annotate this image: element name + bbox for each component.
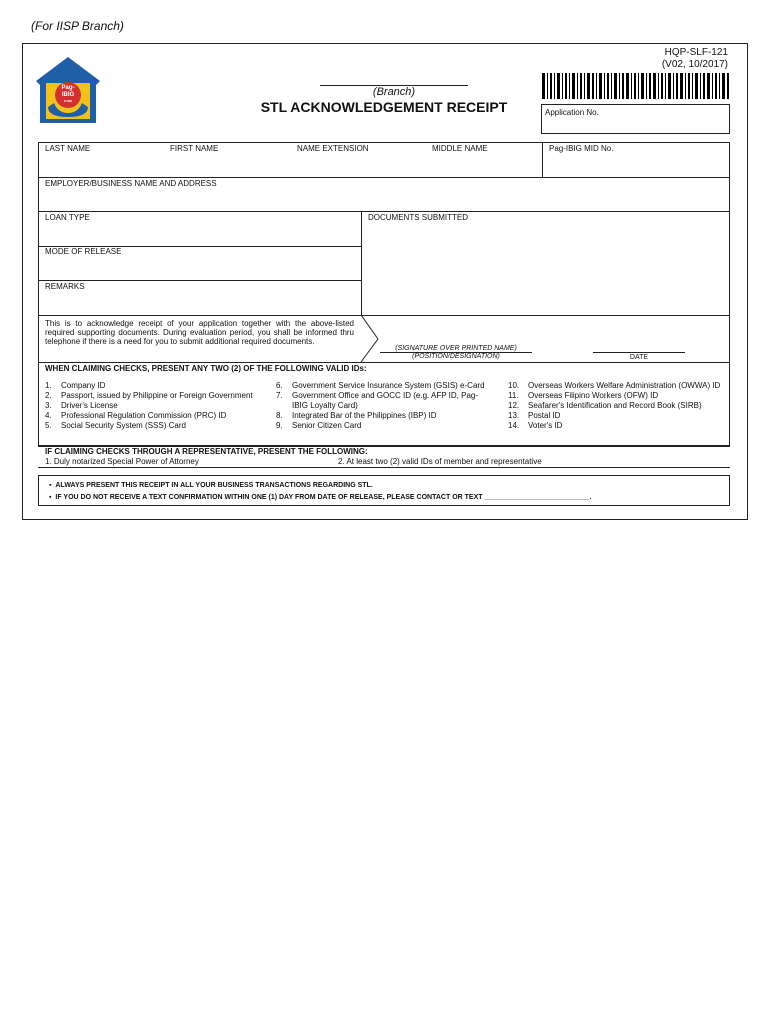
application-no-label: Application No.	[545, 108, 599, 117]
mid-no-field[interactable]: Pag-IBIG MID No.	[549, 144, 614, 153]
bullet-icon: ▪	[49, 482, 52, 489]
arrow-divider-icon	[360, 315, 380, 363]
valid-ids-col3	[508, 381, 722, 431]
list-item: 1. Company ID	[45, 381, 106, 390]
employer-field[interactable]: EMPLOYER/BUSINESS NAME AND ADDRESS	[45, 179, 217, 188]
rep-item-2: 2. At least two (2) valid IDs of member and representative	[338, 457, 542, 466]
pagibig-logo	[34, 55, 102, 125]
date-label: DATE	[629, 354, 649, 361]
branch-label: (Branch)	[372, 86, 416, 98]
list-item: 7. Government Office and GOCC ID (e.g. AFP ID, Pag-IBIG Loyalty Card)	[276, 391, 478, 410]
list-item: 11. Overseas Filipino Workers (OFW) ID	[508, 391, 659, 400]
remarks-field[interactable]: REMARKS	[45, 282, 85, 291]
notes-box	[38, 475, 730, 506]
note-item-2: ▪ IF YOU DO NOT RECEIVE A TEXT CONFIRMATION WITHIN ONE (1) DAY FROM DATE OF RELEASE, PLEASE CONTACT OR TEXT ___________________________.	[49, 494, 592, 501]
mode-of-release-field[interactable]: MODE OF RELEASE	[45, 247, 122, 256]
list-item: 5. Social Security System (SSS) Card	[45, 421, 186, 430]
position-label: (POSITION/DESIGNATION)	[412, 353, 500, 360]
logo-text-3: FUND	[63, 99, 73, 103]
list-item: 9. Senior Citizen Card	[276, 421, 362, 430]
note-item-1: ▪ ALWAYS PRESENT THIS RECEIPT IN ALL YOUR BUSINESS TRANSACTIONS REGARDING STL.	[49, 482, 373, 489]
application-no-field[interactable]	[541, 104, 730, 134]
first-name-field[interactable]: FIRST NAME	[170, 144, 219, 153]
list-item: 12. Seafarer's Identification and Record Book (SIRB)	[508, 401, 702, 410]
list-item: 3. Driver's License	[45, 401, 118, 410]
logo-text-1: Pag-	[61, 85, 75, 91]
list-item: 14. Voter's ID	[508, 421, 563, 430]
logo-text-2: IBIG	[61, 92, 75, 98]
bullet-icon: ▪	[49, 494, 52, 501]
form-title: STL ACKNOWLEDGEMENT RECEIPT	[260, 99, 508, 115]
list-item: 6. Government Service Insurance System (GSIS) e-Card	[276, 381, 485, 390]
list-item: 10. Overseas Workers Welfare Administration (OWWA) ID	[508, 381, 721, 390]
last-name-field[interactable]: LAST NAME	[45, 144, 91, 153]
middle-name-field[interactable]: MIDDLE NAME	[432, 144, 488, 153]
valid-ids-col1	[45, 381, 263, 431]
barcode	[542, 73, 730, 99]
list-item: 2. Passport, issued by Philippine or Foreign Government	[45, 391, 253, 400]
valid-ids-heading: WHEN CLAIMING CHECKS, PRESENT ANY TWO (2) OF THE FOLLOWING VALID IDs:	[45, 364, 367, 373]
form-version: (V02, 10/2017)	[661, 59, 728, 70]
form-code: HQP-SLF-121	[664, 47, 728, 58]
loan-type-field[interactable]: LOAN TYPE	[45, 213, 90, 222]
rep-item-1: 1. Duly notarized Special Power of Attorney	[45, 457, 199, 466]
acknowledgement-text: This is to acknowledge receipt of your application together with the above-listed required supporting documents. During evaluation period, you shall be informed thru telephone if there is a need for you to submit additional required documents.	[45, 319, 354, 347]
valid-ids-col2	[276, 381, 486, 431]
name-extension-field[interactable]: NAME EXTENSION	[297, 144, 369, 153]
signature-label: (SIGNATURE OVER PRINTED NAME)	[395, 345, 517, 352]
list-item: 8. Integrated Bar of the Philippines (IBP) ID	[276, 411, 437, 420]
rep-heading: IF CLAIMING CHECKS THROUGH A REPRESENTATIVE, PRESENT THE FOLLOWING:	[45, 447, 368, 456]
list-item: 13. Postal ID	[508, 411, 561, 420]
list-item: 4. Professional Regulation Commission (PRC) ID	[45, 411, 227, 420]
top-note: (For IISP Branch)	[31, 19, 124, 33]
barcode-icon	[542, 73, 730, 99]
documents-submitted-field[interactable]: DOCUMENTS SUBMITTED	[368, 213, 468, 222]
